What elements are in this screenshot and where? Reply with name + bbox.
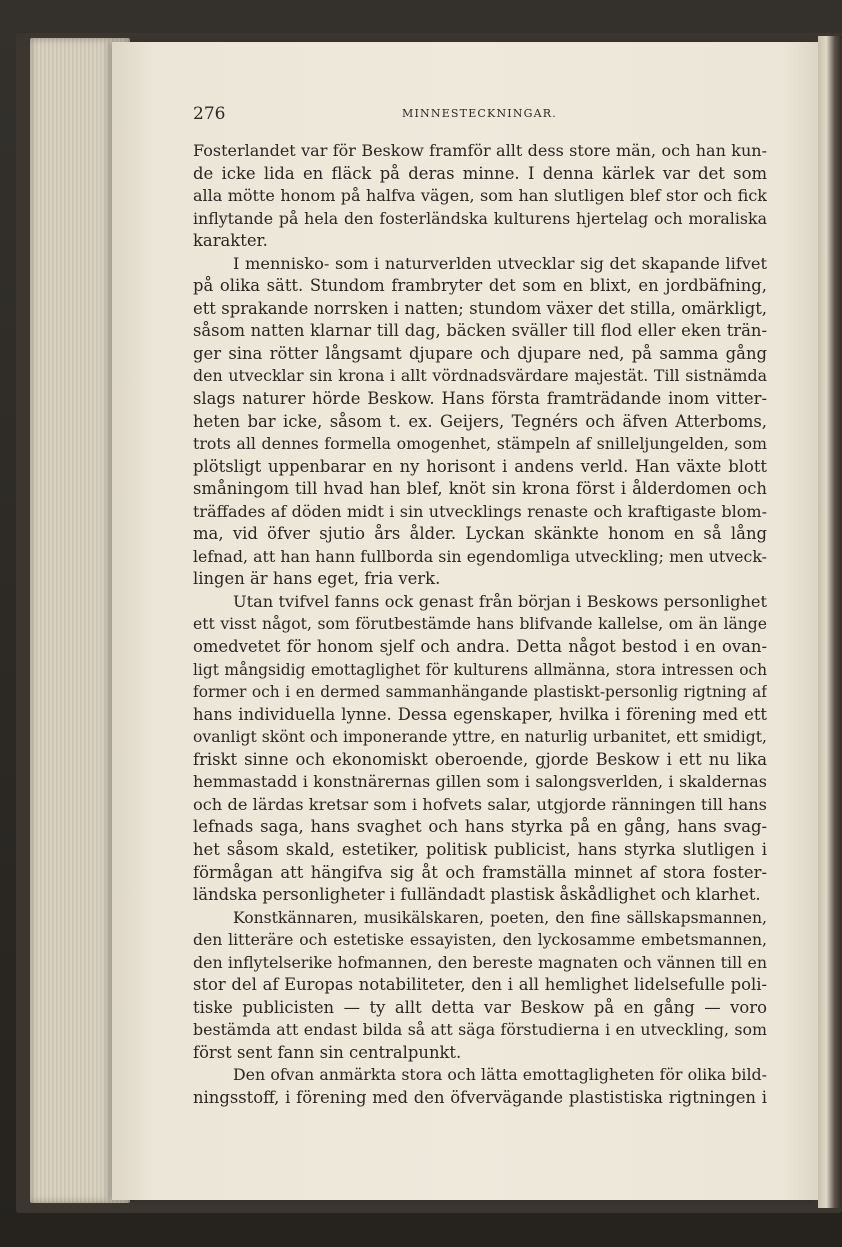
text-line: bestämda att endast bilda så att säga förstudierna i en utveckling, som xyxy=(193,1020,767,1040)
page-number: 276 xyxy=(193,104,226,124)
text-line: den litteräre och estetiske essayisten, den lyckosamme embetsmannen, xyxy=(193,931,767,950)
running-head: MINNESTECKNINGAR. xyxy=(402,107,557,120)
body-text xyxy=(193,140,767,1110)
text-line: ma, vid öfver sjutio års ålder. Lyckan skänkte honom en så lång xyxy=(193,524,767,544)
text-line: den utvecklar sin krona i allt vördnadsvärdare majestät. Till sistnämda xyxy=(193,366,767,386)
text-line: på olika sätt. Stundom frambryter det som en blixt, en jordbäfning, xyxy=(193,276,767,296)
text-line: heten bar icke, såsom t. ex. Geijers, Tegnérs och äfven Atterboms, xyxy=(193,411,767,431)
text-line: ger sina rötter långsamt djupare och djupare ned, på samma gång xyxy=(193,343,767,363)
text-line: ovanligt skönt och imponerande yttre, en naturlig urbanitet, ett smidigt, xyxy=(193,728,767,747)
text-line: de icke lida en fläck på deras minne. I denna kärlek var det som xyxy=(193,163,767,183)
text-line: småningom till hvad han blef, knöt sin krona först i ålderdomen och xyxy=(193,479,767,499)
text-line: Utan tvifvel fanns ock genast från början i Beskows personlighet xyxy=(233,591,767,611)
text-line: förmågan att hängifva sig åt och framställa minnet af stora foster- xyxy=(193,862,767,882)
text-line: hans individuella lynne. Dessa egenskaper, hvilka i förening med ett xyxy=(193,704,767,724)
text-line: ett sprakande norrsken i natten; stundom växer det stilla, omärkligt, xyxy=(193,298,767,318)
text-line: ett visst något, som förutbestämde hans blifvande kallelse, om än länge xyxy=(193,615,767,634)
text-line: Den ofvan anmärkta stora och lätta emottagligheten för olika bild- xyxy=(233,1065,767,1085)
text-line: ningsstoff, i förening med den öfvervägande plastistiska rigtningen i xyxy=(193,1087,767,1107)
text-line: tiske publicisten — ty allt detta var Beskow på en gång — voro xyxy=(193,997,767,1017)
page-header xyxy=(193,104,766,130)
text-line: träffades af döden midt i sin utvecklings renaste och kraftigaste blom- xyxy=(193,501,767,521)
text-line: plötsligt uppenbarar en ny horisont i andens verld. Han växte blott xyxy=(193,456,767,476)
text-line: inflytande på hela den fosterländska kulturens hjertelag och moraliska xyxy=(193,208,767,228)
text-line: ligt mångsidig emottaglighet för kulturens allmänna, stora intressen och xyxy=(193,660,767,679)
text-line: I mennisko- som i naturverlden utvecklar sig det skapande lifvet xyxy=(233,253,767,273)
text-line: Fosterlandet var för Beskow framför allt dess store män, och han kun- xyxy=(193,141,767,160)
text-line: hemmastadd i konstnärernas gillen som i salongsverlden, i skaldernas xyxy=(193,772,767,792)
text-line: ländska personligheter i fulländadt plastisk åskådlighet och klarhet. xyxy=(193,885,761,905)
facing-page-edge xyxy=(818,36,842,1208)
text-line: den inflytelserike hofmannen, den bereste magnaten och vännen till en xyxy=(193,952,767,972)
text-line: het såsom skald, estetiker, politisk publicist, hans styrka slutligen i xyxy=(193,839,767,859)
text-line: friskt sinne och ekonomiskt oberoende, gjorde Beskow i ett nu lika xyxy=(193,749,767,769)
text-line: lingen är hans eget, fria verk. xyxy=(193,569,441,589)
text-line: former och i en dermed sammanhängande plastiskt-personlig rigtning af xyxy=(193,683,767,702)
text-line: trots all dennes formella omogenhet, stämpeln af snilleljungelden, som xyxy=(193,434,767,454)
text-line: stor del af Europas notabiliteter, den i all hemlighet lidelsefulle poli- xyxy=(193,975,767,995)
text-line: och de lärdas kretsar som i hofvets salar, utgjorde ränningen till hans xyxy=(193,794,767,814)
text-line: först sent fann sin centralpunkt. xyxy=(193,1042,462,1062)
text-line: slags naturer hörde Beskow. Hans första framträdande inom vitter- xyxy=(193,389,767,409)
text-line: såsom natten klarnar till dag, bäcken sväller till flod eller eken trän- xyxy=(193,321,767,341)
text-line: Konstkännaren, musikälskaren, poeten, den fine sällskapsmannen, xyxy=(233,908,767,927)
text-line: karakter. xyxy=(193,231,268,251)
text-line: alla mötte honom på halfva vägen, som han slutligen blef stor och fick xyxy=(193,186,767,206)
text-line: lefnad, att han hann fullborda sin egendomliga utveckling; men utveck- xyxy=(193,546,767,566)
text-line: lefnads saga, hans svaghet och hans styrka på en gång, hans svag- xyxy=(193,817,767,837)
text-line: omedvetet för honom sjelf och andra. Detta något bestod i en ovan- xyxy=(193,637,767,657)
